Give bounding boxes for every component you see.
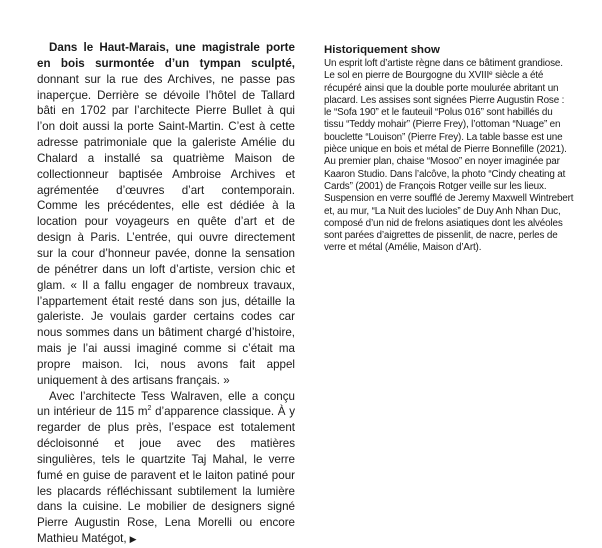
article-paragraph-1 — [37, 40, 295, 389]
article-lead: Dans le Haut-Marais, une magistrale porte en bois surmontée d’un tympan sculpté, — [37, 41, 295, 70]
article-paragraph-2-text-a: Avec l’architecte Tess Walraven, elle a conçu un intérieur de 115 m — [37, 389, 295, 419]
continue-arrow-icon: ▶ — [129, 534, 137, 545]
square-meter-superscript: 2 — [147, 405, 152, 413]
article-paragraph-2 — [37, 389, 295, 548]
article-paragraph-2-text-b: d’apparence classique. À y regarder de plus près, l’espace est totalement décloisonné et joue avec des matières singulières, tels le quartzite Taj Mahal, le verre fumé en guise de paravent et le laiton patiné pour les placards réfléchissant subtilement la lumière dans la cuisine. Le mobilier de designers signé Pierre Augustin Rose, Lena Morelli ou encore Mathieu Matégot, — [37, 405, 295, 546]
sidebar-body-text-a: Un esprit loft d’artiste règne dans ce bâtiment grandiose. Le sol en pierre de Bourgogne du XVIII — [324, 58, 563, 82]
article-column — [37, 40, 295, 548]
sidebar-body-text-b: siècle a été récupéré ainsi que la double porte moulurée abritant un placard. Les assises sont signées Pierre Augustin Rose : le “Sofa 190” et le fauteuil “Polus 016” sont habillés du tissu “Teddy mohair” (Pierre Frey), l’ottoman “Nuage” en bouclette “Louison” (Pierre Frey). La table basse est une pièce unique en bois et métal de Pierre Bonnefille (2021). Au premier plan, chaise “Mosoo” en noyer imaginée par Kaaron Studio. Dans l’alcôve, la photo “Cindy cheating at Cards” (2001) de François Rotger veille sur les lieux. Suspension en verre soufflé de Jeremy Maxwell Wintrebert et, au mur, “La Nuit des lucioles” de Duy Anh Nhan Duc, composé d’un nid de frelons asiatiques dont les alvéoles sont parées d’aigrettes de pissenlit, de nacre, perles de verre et métal (Amélie, Maison d’Art). — [324, 70, 574, 254]
sidebar-caption — [324, 43, 574, 255]
sidebar-title: Historiquement show — [324, 44, 440, 56]
sidebar-body — [324, 58, 574, 255]
century-superscript: e — [489, 70, 493, 78]
article-paragraph-1-text: donnant sur la rue des Archives, ne passe pas inaperçue. Derrière se dévoile l’hôtel de Tallard bâti en 1702 par l’architecte Pierre Bullet à qui l’on doit aussi la porte Saint-Martin. C’est à cette adresse patrimoniale que la galeriste Amélie du Chalard a installé sa quatrième Maison de collectionneur baptisée Ambroise Archives et agrémentée d’œuvres d’art contemporain. Comme les précédentes, elle est dédiée à la location pour voyageurs en quête d’art et de design à Paris. L’entrée, qui ouvre directement sur la cour d’honneur pavée, donne la sensation de pénétrer dans un loft d’artiste, version chic et glam. « Il a fallu engager de nombreux travaux, l’appartement était resté dans son jus, détaille la galeriste. Je voulais garder certains codes car nous sommes dans un bâtiment chargé d’histoire, mais je l’ai aussi imaginé comme si c’était ma propre maison. Ici, nous avons fait appel uniquement à des artisans français. » — [37, 72, 295, 387]
